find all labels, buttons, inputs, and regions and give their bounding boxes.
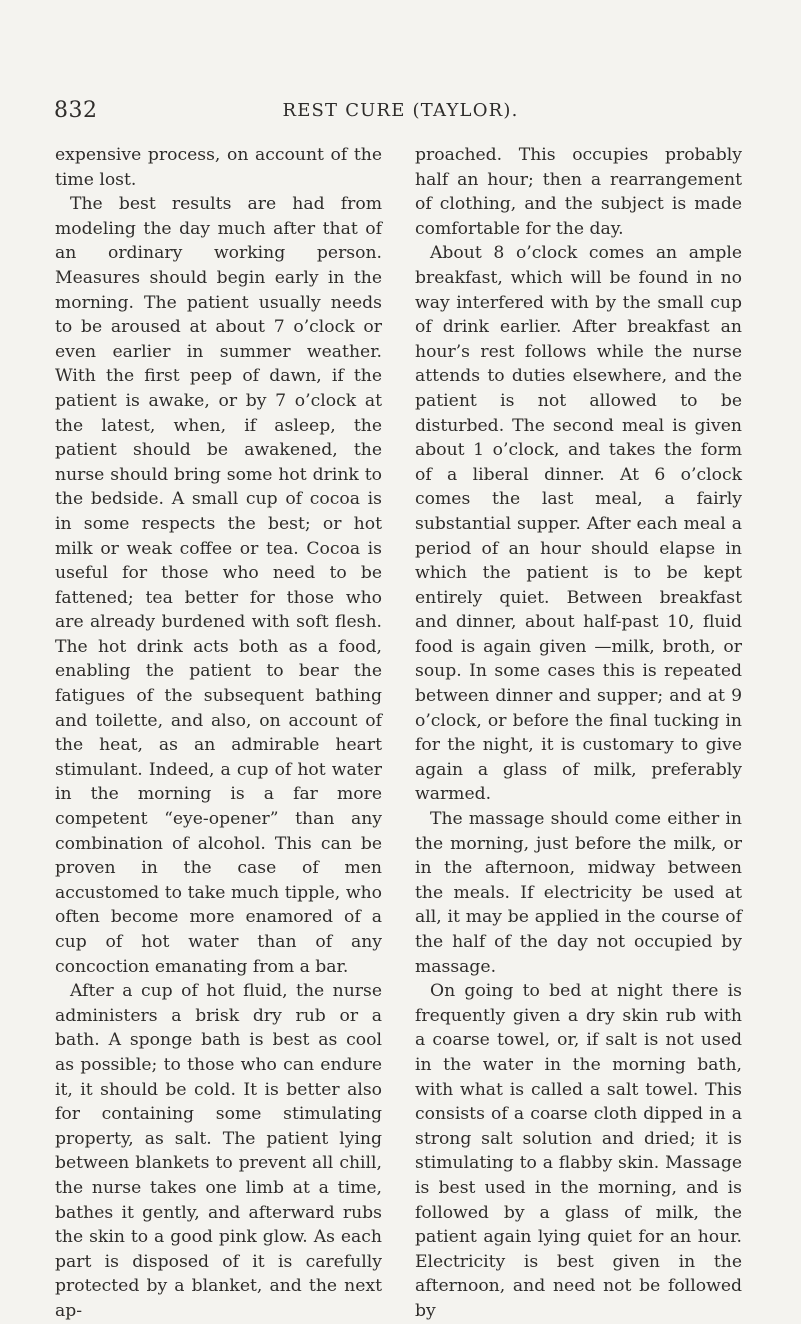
paragraph: After a cup of hot fluid, the nurse administers a brisk dry rub or a bath. A sponge bath is best as cool as possible; to those who can endure it, it should be cold. It is better also for containing some stimulating property, as salt. The patient lying between blankets to prevent all chill, the nurse takes one limb at a time, bathes it gently, and afterward rubs the skin to a good pink glow. As each part is disposed of it is carefully protected by a blanket, and the next ap- [55,981,382,1321]
paragraph: The best results are had from modeling the day much after that of an ordinary working person. Measures should begin early in the morning. The patient usually needs to be aroused at about 7 o’clock or even earlier in summer weather. With the first peep of dawn, if the patient is awake, or by 7 o’clock at the latest, when, if asleep, the patient should be awakened, the nurse should bring some hot drink to the bedside. A small cup of cocoa is in some respects the best; or hot milk or weak coffee or tea. Cocoa is useful for those who need to be fattened; tea better for those who are already burdened with soft flesh. The hot drink acts both as a food, enabling the patient to bear the fatigues of the subsequent bathing and toilette, and also, on account of the heat, as an admirable heart stimulant. Indeed, a cup of hot water in the morning is a far more competent “eye-opener” than any combination of alcohol. This can be proven in the case of men accustomed to take much tipple, who often become more enamored of a cup of hot water than of any concoction emanating from a bar. [55,194,382,977]
running-title: REST CURE (TAYLOR). [282,100,519,121]
paragraph: On going to bed at night there is frequently given a dry skin rub with a coarse towel, or, if salt is not used in the water in the morning bath, with what is called a salt towel. This consists of a coarse cloth dipped in a strong salt solution and dried; it is stimulating to a flabby skin. Massage is best used in the morning, and is followed by a glass of milk, the patient again lying quiet for an hour. Electricity is best given in the afternoon, and need not be followed by [415,981,742,1321]
page-number: 832 [54,98,98,123]
page-header [54,98,747,126]
right-column [415,143,742,1324]
paragraph: expensive process, on account of the time lost. [55,145,382,190]
paragraph: The massage should come either in the morning, just before the milk, or in the afternoon, midway between the meals. If electricity be used at all, it may be applied in the course of the half of the day not occupied by massage. [415,809,742,977]
paragraph: proached. This occupies probably half an hour; then a rearrangement of clothing, and the subject is made comfortable for the day. [415,145,742,239]
left-column [55,143,382,1324]
paragraph: About 8 o’clock comes an ample breakfast, which will be found in no way interfered with by the small cup of drink earlier. After breakfast an hour’s rest follows while the nurse attends to duties elsewhere, and the patient is not allowed to be disturbed. The second meal is given about 1 o’clock, and takes the form of a liberal dinner. At 6 o’clock comes the last meal, a fairly substantial supper. After each meal a period of an hour should elapse in which the patient is to be kept entirely quiet. Between breakfast and dinner, about half-past 10, fluid food is again given —milk, broth, or soup. In some cases this is repeated between dinner and supper; and at 9 o’clock, or before the final tucking in for the night, it is customary to give again a glass of milk, preferably warmed. [415,243,742,805]
